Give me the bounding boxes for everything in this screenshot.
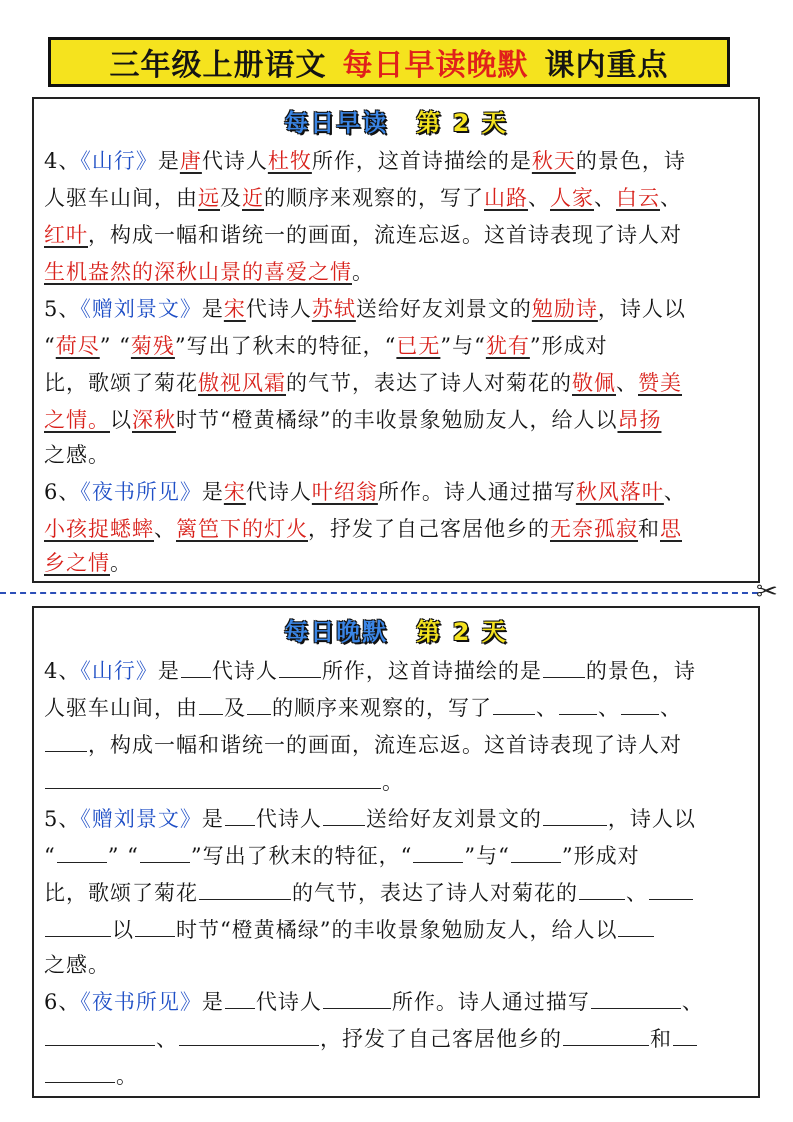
morning-day-label: 第 2 天 (416, 109, 508, 137)
evening-p4-line-3 (44, 730, 682, 760)
blank (649, 880, 693, 900)
blank (279, 658, 321, 678)
evening-p6-line-2 (44, 1024, 698, 1054)
text-segment: 是 (157, 659, 180, 683)
blank (618, 917, 654, 937)
blank (179, 1026, 319, 1046)
answer-keyword: 秋天 (531, 149, 576, 173)
morning-p5-line-4 (44, 405, 661, 435)
text-segment: 的顺序来观察的，写了 (264, 186, 484, 210)
answer-keyword: 勉励诗 (531, 297, 598, 321)
answer-keyword: 小孩捉蟋蟀 (44, 517, 154, 541)
text-segment: 。 (110, 551, 132, 575)
text-segment: 所作。诗人通过描写 (391, 990, 590, 1014)
text-segment: 送给好友刘景文的 (355, 297, 532, 321)
blank (140, 843, 190, 863)
morning-p5-line-2 (44, 331, 608, 361)
text-segment: 、 (528, 186, 550, 210)
text-segment: 6、 (44, 990, 81, 1014)
text-segment: 6、 (44, 480, 81, 504)
evening-p5-line-1 (44, 804, 696, 834)
text-segment: 所作，这首诗描绘的是 (311, 149, 532, 173)
answer-keyword: 白云 (616, 186, 660, 210)
text-segment: ，抒发了自己客居他乡的 (320, 1027, 562, 1051)
answer-keyword: 生机盎然的深秋山景的喜爱之情 (44, 260, 352, 284)
evening-p6-line-3 (44, 1061, 138, 1091)
blank (181, 658, 211, 678)
text-segment: ，诗人以 (597, 297, 686, 321)
text-segment: 的气节，表达了诗人对菊花的 (286, 371, 572, 395)
blank (413, 843, 463, 863)
answer-keyword: 宋 (223, 480, 246, 504)
evening-p6-line-1 (44, 987, 704, 1017)
text-segment: ” “ (99, 334, 131, 358)
text-segment: 代诗人 (211, 659, 278, 683)
morning-p6-line-1 (44, 477, 686, 507)
text-segment: ，构成一幅和谐统一的画面，流连忘返。这首诗表现了诗人对 (88, 223, 682, 247)
text-segment: 、 (660, 696, 682, 720)
text-segment: 代诗人 (201, 149, 268, 173)
text-segment: 是 (201, 480, 224, 504)
text-segment: 所作，这首诗描绘的是 (321, 659, 542, 683)
answer-keyword: 敬佩 (572, 371, 616, 395)
cut-line-divider (0, 592, 758, 594)
text-segment: 及 (224, 696, 246, 720)
text-segment: 时节“橙黄橘绿”的丰收景象勉励友人，给人以 (176, 408, 618, 432)
answer-keyword: 远 (198, 186, 220, 210)
text-segment: ，抒发了自己客居他乡的 (308, 517, 550, 541)
text-segment: 以 (110, 408, 132, 432)
morning-p6-line-2 (44, 514, 682, 544)
text-segment: 的景色，诗 (585, 659, 696, 683)
evening-day-label: 第 2 天 (416, 618, 508, 646)
text-segment: 送给好友刘景文的 (365, 807, 542, 831)
blank (45, 769, 381, 789)
text-segment: 、 (663, 480, 686, 504)
answer-keyword: 已无 (396, 334, 441, 358)
text-segment: 代诗人 (245, 480, 312, 504)
text-segment: 。 (352, 260, 374, 284)
text-segment: 是 (201, 297, 224, 321)
text-segment: 、 (660, 186, 682, 210)
answer-keyword: 唐 (179, 149, 202, 173)
answer-keyword: 秋风落叶 (575, 480, 664, 504)
blank (45, 732, 87, 752)
text-segment: ，构成一幅和谐统一的画面，流连忘返。这首诗表现了诗人对 (88, 733, 682, 757)
morning-p4-line-3 (44, 220, 682, 250)
morning-section-title (34, 103, 758, 138)
answer-keyword: 无奈孤寂 (550, 517, 638, 541)
answer-keyword: 赞美 (638, 371, 682, 395)
blank (493, 695, 535, 715)
evening-p4-line-4 (44, 767, 404, 797)
text-segment: ” “ (107, 844, 139, 868)
text-segment: ”形成对 (561, 844, 640, 868)
text-segment: 之感。 (44, 443, 110, 467)
text-segment: 5、 (44, 807, 81, 831)
text-segment: ”写出了秋末的特征，“ (174, 334, 397, 358)
poem-title: 《夜书所见》 (80, 480, 202, 504)
morning-title-label: 每日早读 (284, 109, 389, 137)
evening-p5-line-3 (44, 878, 694, 908)
answer-keyword: 杜牧 (267, 149, 312, 173)
text-segment: 所作。诗人通过描写 (377, 480, 576, 504)
text-segment: 4、 (44, 659, 81, 683)
blank (543, 658, 585, 678)
poem-title: 《山行》 (80, 149, 158, 173)
evening-p5-line-2 (44, 841, 640, 871)
text-segment: 、 (681, 990, 704, 1014)
blank (199, 880, 291, 900)
evening-title-label: 每日晚默 (284, 618, 389, 646)
answer-keyword: 叶绍翁 (311, 480, 378, 504)
blank (511, 843, 561, 863)
answer-keyword: 傲视风霜 (198, 371, 286, 395)
text-segment: “ (44, 334, 56, 358)
morning-p5-line-5 (44, 440, 110, 470)
answer-keyword: 宋 (223, 297, 246, 321)
text-segment: 以 (112, 918, 134, 942)
answer-keyword: 篱笆下的灯火 (176, 517, 308, 541)
text-segment: 时节“橙黄橘绿”的丰收景象勉励友人，给人以 (176, 918, 618, 942)
text-segment: 。 (116, 1064, 138, 1088)
text-segment: 比，歌颂了菊花 (44, 371, 198, 395)
text-segment: 人驱车山间，由 (44, 186, 198, 210)
text-segment: 代诗人 (255, 807, 322, 831)
poem-title: 《山行》 (80, 659, 158, 683)
morning-p5-line-1 (44, 294, 686, 324)
blank (591, 989, 681, 1009)
blank (579, 880, 625, 900)
text-segment: 代诗人 (245, 297, 312, 321)
page-banner (48, 37, 730, 87)
evening-p5-line-5 (44, 950, 110, 980)
text-segment: 、 (626, 881, 648, 905)
blank (225, 806, 255, 826)
poem-title: 《赠刘景文》 (80, 807, 202, 831)
banner-highlight: 每日早读晚默 (342, 48, 529, 83)
text-segment: 比，歌颂了菊花 (44, 881, 198, 905)
blank (563, 1026, 649, 1046)
answer-keyword: 荷尽 (55, 334, 100, 358)
text-segment: 5、 (44, 297, 81, 321)
text-segment: 、 (594, 186, 616, 210)
answer-keyword: 菊残 (130, 334, 175, 358)
text-segment: 代诗人 (255, 990, 322, 1014)
morning-p5-line-3 (44, 368, 682, 398)
blank (135, 917, 175, 937)
text-segment: 是 (201, 807, 224, 831)
blank (621, 695, 659, 715)
morning-p4-line-2 (44, 183, 682, 213)
text-segment: 是 (157, 149, 180, 173)
answer-keyword: 思 (660, 517, 682, 541)
poem-title: 《夜书所见》 (80, 990, 202, 1014)
morning-p6-line-3 (44, 548, 132, 578)
text-segment: 是 (201, 990, 224, 1014)
text-segment: “ (44, 844, 56, 868)
evening-p4-line-1 (44, 656, 696, 686)
answer-keyword: 犹有 (485, 334, 530, 358)
morning-p4-line-1 (44, 146, 686, 176)
answer-keyword: 苏轼 (311, 297, 356, 321)
text-segment: ”形成对 (529, 334, 608, 358)
text-segment: 的景色，诗 (575, 149, 686, 173)
answer-keyword: 人家 (550, 186, 594, 210)
blank (559, 695, 597, 715)
text-segment: 和 (650, 1027, 672, 1051)
blank (225, 989, 255, 1009)
text-segment: ”与“ (464, 844, 510, 868)
text-segment: 、 (154, 517, 176, 541)
blank (543, 806, 607, 826)
text-segment: 及 (220, 186, 242, 210)
answer-keyword: 红叶 (44, 223, 88, 247)
scissors-icon: ✂ (756, 577, 778, 607)
text-segment: 、 (536, 696, 558, 720)
answer-keyword: 之情。 (44, 408, 110, 432)
morning-p4-line-4 (44, 257, 374, 287)
evening-p5-line-4 (44, 915, 655, 945)
text-segment: 之感。 (44, 953, 110, 977)
blank (45, 1063, 115, 1083)
blank (247, 695, 271, 715)
text-segment: 。 (382, 770, 404, 794)
text-segment: 和 (638, 517, 660, 541)
answer-keyword: 乡之情 (44, 551, 110, 575)
text-segment: ，诗人以 (607, 807, 696, 831)
text-segment: ”写出了秋末的特征，“ (190, 844, 413, 868)
text-segment: 、 (616, 371, 638, 395)
blank (45, 917, 111, 937)
text-segment: ”与“ (440, 334, 486, 358)
text-segment: 的气节，表达了诗人对菊花的 (292, 881, 578, 905)
text-segment: 人驱车山间，由 (44, 696, 198, 720)
blank (323, 806, 365, 826)
evening-section-title (34, 612, 758, 647)
blank (199, 695, 223, 715)
blank (45, 1026, 155, 1046)
answer-keyword: 深秋 (132, 408, 176, 432)
blank (673, 1026, 697, 1046)
text-segment: 4、 (44, 149, 81, 173)
text-segment: 、 (156, 1027, 178, 1051)
text-segment: 的顺序来观察的，写了 (272, 696, 492, 720)
poem-title: 《赠刘景文》 (80, 297, 202, 321)
answer-keyword: 山路 (484, 186, 528, 210)
banner-grade: 三年级上册语文 (109, 48, 327, 83)
answer-keyword: 昂扬 (617, 408, 662, 432)
blank (323, 989, 391, 1009)
evening-p4-line-2 (44, 693, 682, 723)
blank (57, 843, 107, 863)
banner-focus: 课内重点 (544, 48, 669, 83)
answer-keyword: 近 (242, 186, 264, 210)
text-segment: 、 (598, 696, 620, 720)
